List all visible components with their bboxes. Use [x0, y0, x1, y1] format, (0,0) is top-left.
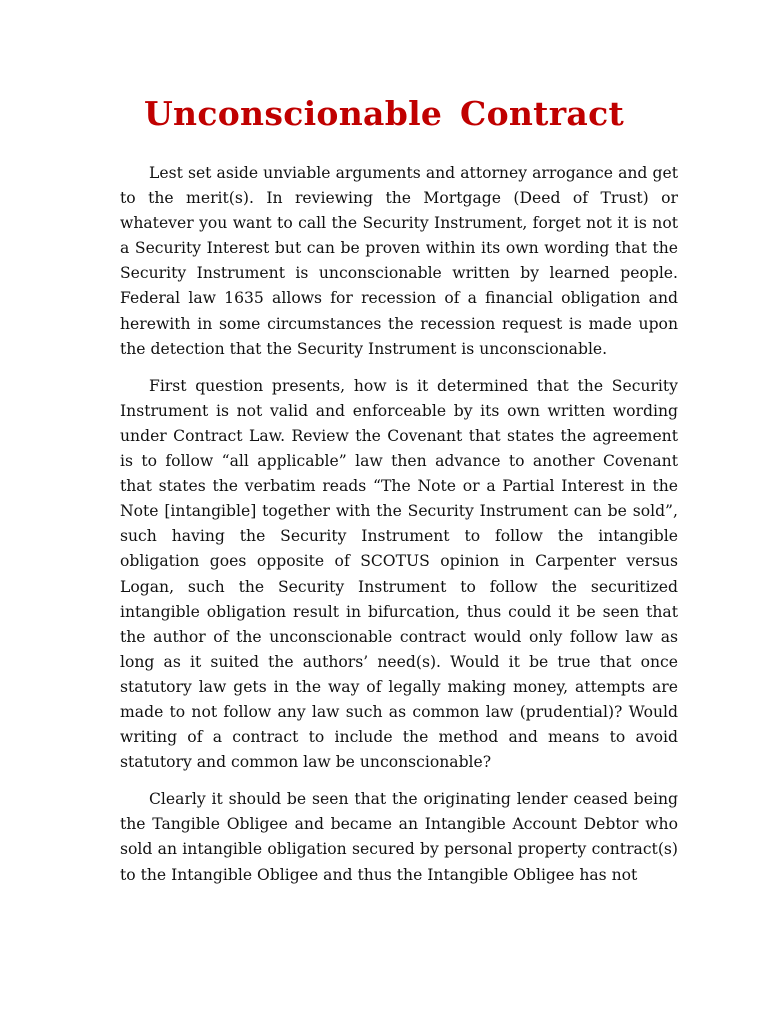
document-title: Unconscionable Contract [143, 94, 625, 133]
document-body [120, 161, 678, 900]
paragraph-3: Clearly it should be seen that the originating lender ceased being the Tangible Obligee and became an Intangible Account Debtor who sold an intangible obligation secured by personal property contract(s) to the Intangible Obligee and thus the Intangible Obligee has not [120, 790, 678, 884]
paragraph-2: First question presents, how is it determined that the Security Instrument is not valid and enforceable by its own written wording under Contract Law. Review the Covenant that states the agreement is to follow “all applicable” law then advance to another Covenant that states the verbatim reads “The Note or a Partial Interest in the Note [intangible] together with the Security Instrument can be sold”, such having the Security Instrument to follow the intangible obligation goes opposite of SCOTUS opinion in Carpenter versus Logan, such the Security Instrument to follow the securitized intangible obligation result in bifurcation, thus could it be seen that the author of the unconscionable contract would only follow law as long as it suited the authors’ need(s). Would it be true that once statutory law gets in the way of legally making money, attempts are made to not follow any law such as common law (prudential)? Would writing of a contract to include the method and means to avoid statutory and common law be unconscionable? [120, 376, 678, 772]
paragraph-1: Lest set aside unviable arguments and attorney arrogance and get to the merit(s). In reviewing the Mortgage (Deed of Trust) or whatever you want to call the Security Instrument, forget not it is not a Security Interest but can be proven within its own wording that the Security Instrument is unconscionable written by learned people. Federal law 1635 allows for recession of a financial obligation and herewith in some circumstances the recession request is made upon the detection that the Security Instrument is unconscionable. [120, 164, 678, 358]
